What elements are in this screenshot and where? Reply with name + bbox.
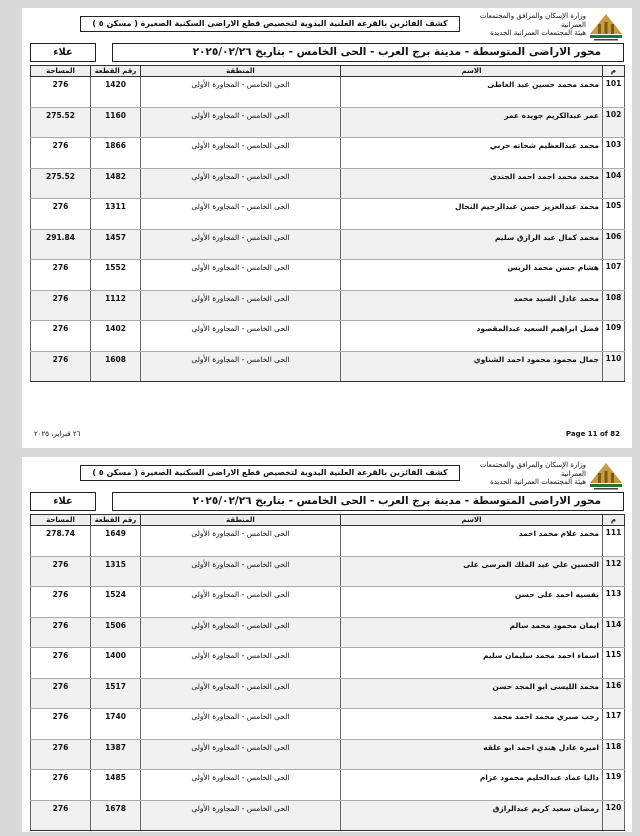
row-name: اميرة عادل هندي احمد ابو علقه <box>341 739 603 770</box>
row-number: 111 <box>603 526 625 557</box>
row-plot: 1402 <box>91 321 141 352</box>
table-row <box>31 138 625 169</box>
row-name: محمد كمال عبد الرازق سليم <box>341 229 603 260</box>
row-plot: 1678 <box>91 800 141 831</box>
row-plot: 1482 <box>91 168 141 199</box>
row-zone: الحى الخامس - المجاورة الأولى <box>141 138 341 169</box>
row-number: 107 <box>603 260 625 291</box>
row-name: الحسين علي عبد الملك المرسى على <box>341 556 603 587</box>
row-zone: الحى الخامس - المجاورة الأولى <box>141 587 341 618</box>
row-area: 276 <box>31 260 91 291</box>
document-subtitle: محور الاراضى المتوسطة - مدينة برج العرب - الحى الخامس - بتاريخ ٢٠٢٥/٠٢/٢٦ <box>112 492 624 511</box>
row-zone: الحى الخامس - المجاورة الأولى <box>141 556 341 587</box>
row-number: 116 <box>603 678 625 709</box>
row-zone: الحى الخامس - المجاورة الأولى <box>141 617 341 648</box>
row-name: ايمان محمود محمد سالم <box>341 617 603 648</box>
row-area: 275.52 <box>31 107 91 138</box>
row-number: 109 <box>603 321 625 352</box>
col-header-area: المساحة <box>31 515 91 526</box>
page-footer <box>30 430 624 442</box>
row-name: محمد عبدالعزيز حسن عبدالرحيم النحال <box>341 199 603 230</box>
table-row <box>31 678 625 709</box>
name-tag: علاء <box>30 492 96 511</box>
row-zone: الحى الخامس - المجاورة الأولى <box>141 648 341 679</box>
row-area: 276 <box>31 77 91 108</box>
row-number: 106 <box>603 229 625 260</box>
row-plot: 1387 <box>91 739 141 770</box>
row-zone: الحى الخامس - المجاورة الأولى <box>141 168 341 199</box>
table-row <box>31 526 625 557</box>
table-row <box>31 290 625 321</box>
row-plot: 1524 <box>91 587 141 618</box>
page-header <box>22 457 632 491</box>
organization-name <box>466 12 586 38</box>
col-header-plot: رقم القطعة <box>91 66 141 77</box>
col-header-name: الاسم <box>341 515 603 526</box>
row-area: 276 <box>31 770 91 801</box>
col-header-no: م <box>603 515 625 526</box>
document-title: كشف الفائزين بالقرعة العلنية اليدوية لتخصيص قطع الاراضى السكنية الصغيرة ( مسكن ٥ ) <box>80 465 460 481</box>
row-area: 276 <box>31 138 91 169</box>
row-zone: الحى الخامس - المجاورة الأولى <box>141 709 341 740</box>
table-row <box>31 260 625 291</box>
row-name: محمد محمد حسين عبد العاطى <box>341 77 603 108</box>
row-area: 276 <box>31 351 91 382</box>
col-header-zone: المنطقة <box>141 515 341 526</box>
row-number: 112 <box>603 556 625 587</box>
row-plot: 1112 <box>91 290 141 321</box>
row-area: 276 <box>31 648 91 679</box>
table-header-row <box>31 515 625 526</box>
print-date: ٢٦ فبراير، ٢٠٢٥ <box>34 430 81 438</box>
row-name: محمد عادل السيد محمد <box>341 290 603 321</box>
table-row <box>31 709 625 740</box>
table-row <box>31 321 625 352</box>
row-area: 276 <box>31 678 91 709</box>
col-header-no: م <box>603 66 625 77</box>
table-row <box>31 168 625 199</box>
row-plot: 1420 <box>91 77 141 108</box>
row-zone: الحى الخامس - المجاورة الأولى <box>141 800 341 831</box>
row-zone: الحى الخامس - المجاورة الأولى <box>141 199 341 230</box>
row-number: 110 <box>603 351 625 382</box>
table-row <box>31 199 625 230</box>
row-number: 104 <box>603 168 625 199</box>
row-number: 117 <box>603 709 625 740</box>
col-header-plot: رقم القطعة <box>91 515 141 526</box>
row-area: 278.74 <box>31 526 91 557</box>
table-row <box>31 739 625 770</box>
row-name: محمد عبدالعظيم شحاته حربي <box>341 138 603 169</box>
row-name: محمد الليسى ابو المجد حسن <box>341 678 603 709</box>
table-row <box>31 556 625 587</box>
org-line-2: هيئة المجتمعات العمرانية الجديدة <box>490 29 586 37</box>
row-area: 276 <box>31 800 91 831</box>
row-zone: الحى الخامس - المجاورة الأولى <box>141 107 341 138</box>
row-number: 103 <box>603 138 625 169</box>
row-zone: الحى الخامس - المجاورة الأولى <box>141 739 341 770</box>
table-row <box>31 770 625 801</box>
row-number: 114 <box>603 617 625 648</box>
document-page-1 <box>22 8 632 448</box>
table-row <box>31 229 625 260</box>
org-line-2: هيئة المجتمعات العمرانية الجديدة <box>490 478 586 486</box>
row-zone: الحى الخامس - المجاورة الأولى <box>141 77 341 108</box>
row-number: 102 <box>603 107 625 138</box>
row-zone: الحى الخامس - المجاورة الأولى <box>141 351 341 382</box>
row-plot: 1866 <box>91 138 141 169</box>
row-name: محمد محمد احمد احمد الجندى <box>341 168 603 199</box>
col-header-area: المساحة <box>31 66 91 77</box>
ministry-logo-icon <box>586 12 626 42</box>
row-plot: 1608 <box>91 351 141 382</box>
row-plot: 1457 <box>91 229 141 260</box>
col-header-zone: المنطقة <box>141 66 341 77</box>
row-plot: 1506 <box>91 617 141 648</box>
org-line-1: وزارة الإسكان والمرافق والمجتمعات العمرانية <box>479 461 586 478</box>
row-plot: 1517 <box>91 678 141 709</box>
row-area: 276 <box>31 199 91 230</box>
row-area: 276 <box>31 290 91 321</box>
col-header-name: الاسم <box>341 66 603 77</box>
row-name: محمد علام محمد احمد <box>341 526 603 557</box>
table-row <box>31 351 625 382</box>
table-row <box>31 617 625 648</box>
row-area: 276 <box>31 556 91 587</box>
row-number: 120 <box>603 800 625 831</box>
winners-table <box>30 65 625 382</box>
table-row <box>31 648 625 679</box>
row-plot: 1160 <box>91 107 141 138</box>
row-plot: 1400 <box>91 648 141 679</box>
subtitle-bar <box>30 43 624 63</box>
document-title: كشف الفائزين بالقرعة العلنية اليدوية لتخصيص قطع الاراضى السكنية الصغيرة ( مسكن ٥ ) <box>80 16 460 32</box>
row-plot: 1740 <box>91 709 141 740</box>
document-subtitle: محور الاراضى المتوسطة - مدينة برج العرب - الحى الخامس - بتاريخ ٢٠٢٥/٠٢/٢٦ <box>112 43 624 62</box>
row-name: جمال محمود محمود احمد الشناوي <box>341 351 603 382</box>
row-name: اسماء احمد محمد سليمان سليم <box>341 648 603 679</box>
document-page-2 <box>22 457 632 832</box>
ministry-logo-icon <box>586 461 626 491</box>
row-number: 115 <box>603 648 625 679</box>
row-area: 276 <box>31 739 91 770</box>
table-row <box>31 77 625 108</box>
row-name: عمر عبدالكريم جويده عمر <box>341 107 603 138</box>
row-zone: الحى الخامس - المجاورة الأولى <box>141 229 341 260</box>
row-name: فضل ابراهيم السعيد عبدالمقصود <box>341 321 603 352</box>
row-number: 119 <box>603 770 625 801</box>
row-plot: 1649 <box>91 526 141 557</box>
row-zone: الحى الخامس - المجاورة الأولى <box>141 321 341 352</box>
row-plot: 1485 <box>91 770 141 801</box>
row-plot: 1315 <box>91 556 141 587</box>
row-area: 276 <box>31 587 91 618</box>
row-plot: 1311 <box>91 199 141 230</box>
row-number: 105 <box>603 199 625 230</box>
row-number: 108 <box>603 290 625 321</box>
row-zone: الحى الخامس - المجاورة الأولى <box>141 678 341 709</box>
row-name: هشام حسن محمد الريس <box>341 260 603 291</box>
row-name: نفسيه احمد على حسن <box>341 587 603 618</box>
row-zone: الحى الخامس - المجاورة الأولى <box>141 770 341 801</box>
page-header <box>22 8 632 42</box>
subtitle-bar <box>30 492 624 512</box>
name-tag: علاء <box>30 43 96 62</box>
row-name: داليا عماد عبدالحليم محمود عزام <box>341 770 603 801</box>
row-zone: الحى الخامس - المجاورة الأولى <box>141 526 341 557</box>
table-row <box>31 800 625 831</box>
table-row <box>31 587 625 618</box>
row-zone: الحى الخامس - المجاورة الأولى <box>141 260 341 291</box>
row-number: 101 <box>603 77 625 108</box>
row-number: 113 <box>603 587 625 618</box>
row-name: رجب صبري محمد احمد محمد <box>341 709 603 740</box>
row-area: 276 <box>31 709 91 740</box>
page-number: Page 11 of 82 <box>565 430 620 438</box>
table-row <box>31 107 625 138</box>
organization-name <box>466 461 586 487</box>
winners-table <box>30 514 625 831</box>
row-plot: 1552 <box>91 260 141 291</box>
row-number: 118 <box>603 739 625 770</box>
row-area: 276 <box>31 321 91 352</box>
row-area: 291.84 <box>31 229 91 260</box>
table-header-row <box>31 66 625 77</box>
row-zone: الحى الخامس - المجاورة الأولى <box>141 290 341 321</box>
org-line-1: وزارة الإسكان والمرافق والمجتمعات العمرانية <box>479 12 586 29</box>
row-area: 275.52 <box>31 168 91 199</box>
row-area: 276 <box>31 617 91 648</box>
row-name: رمضان سعيد كريم عبدالرازق <box>341 800 603 831</box>
